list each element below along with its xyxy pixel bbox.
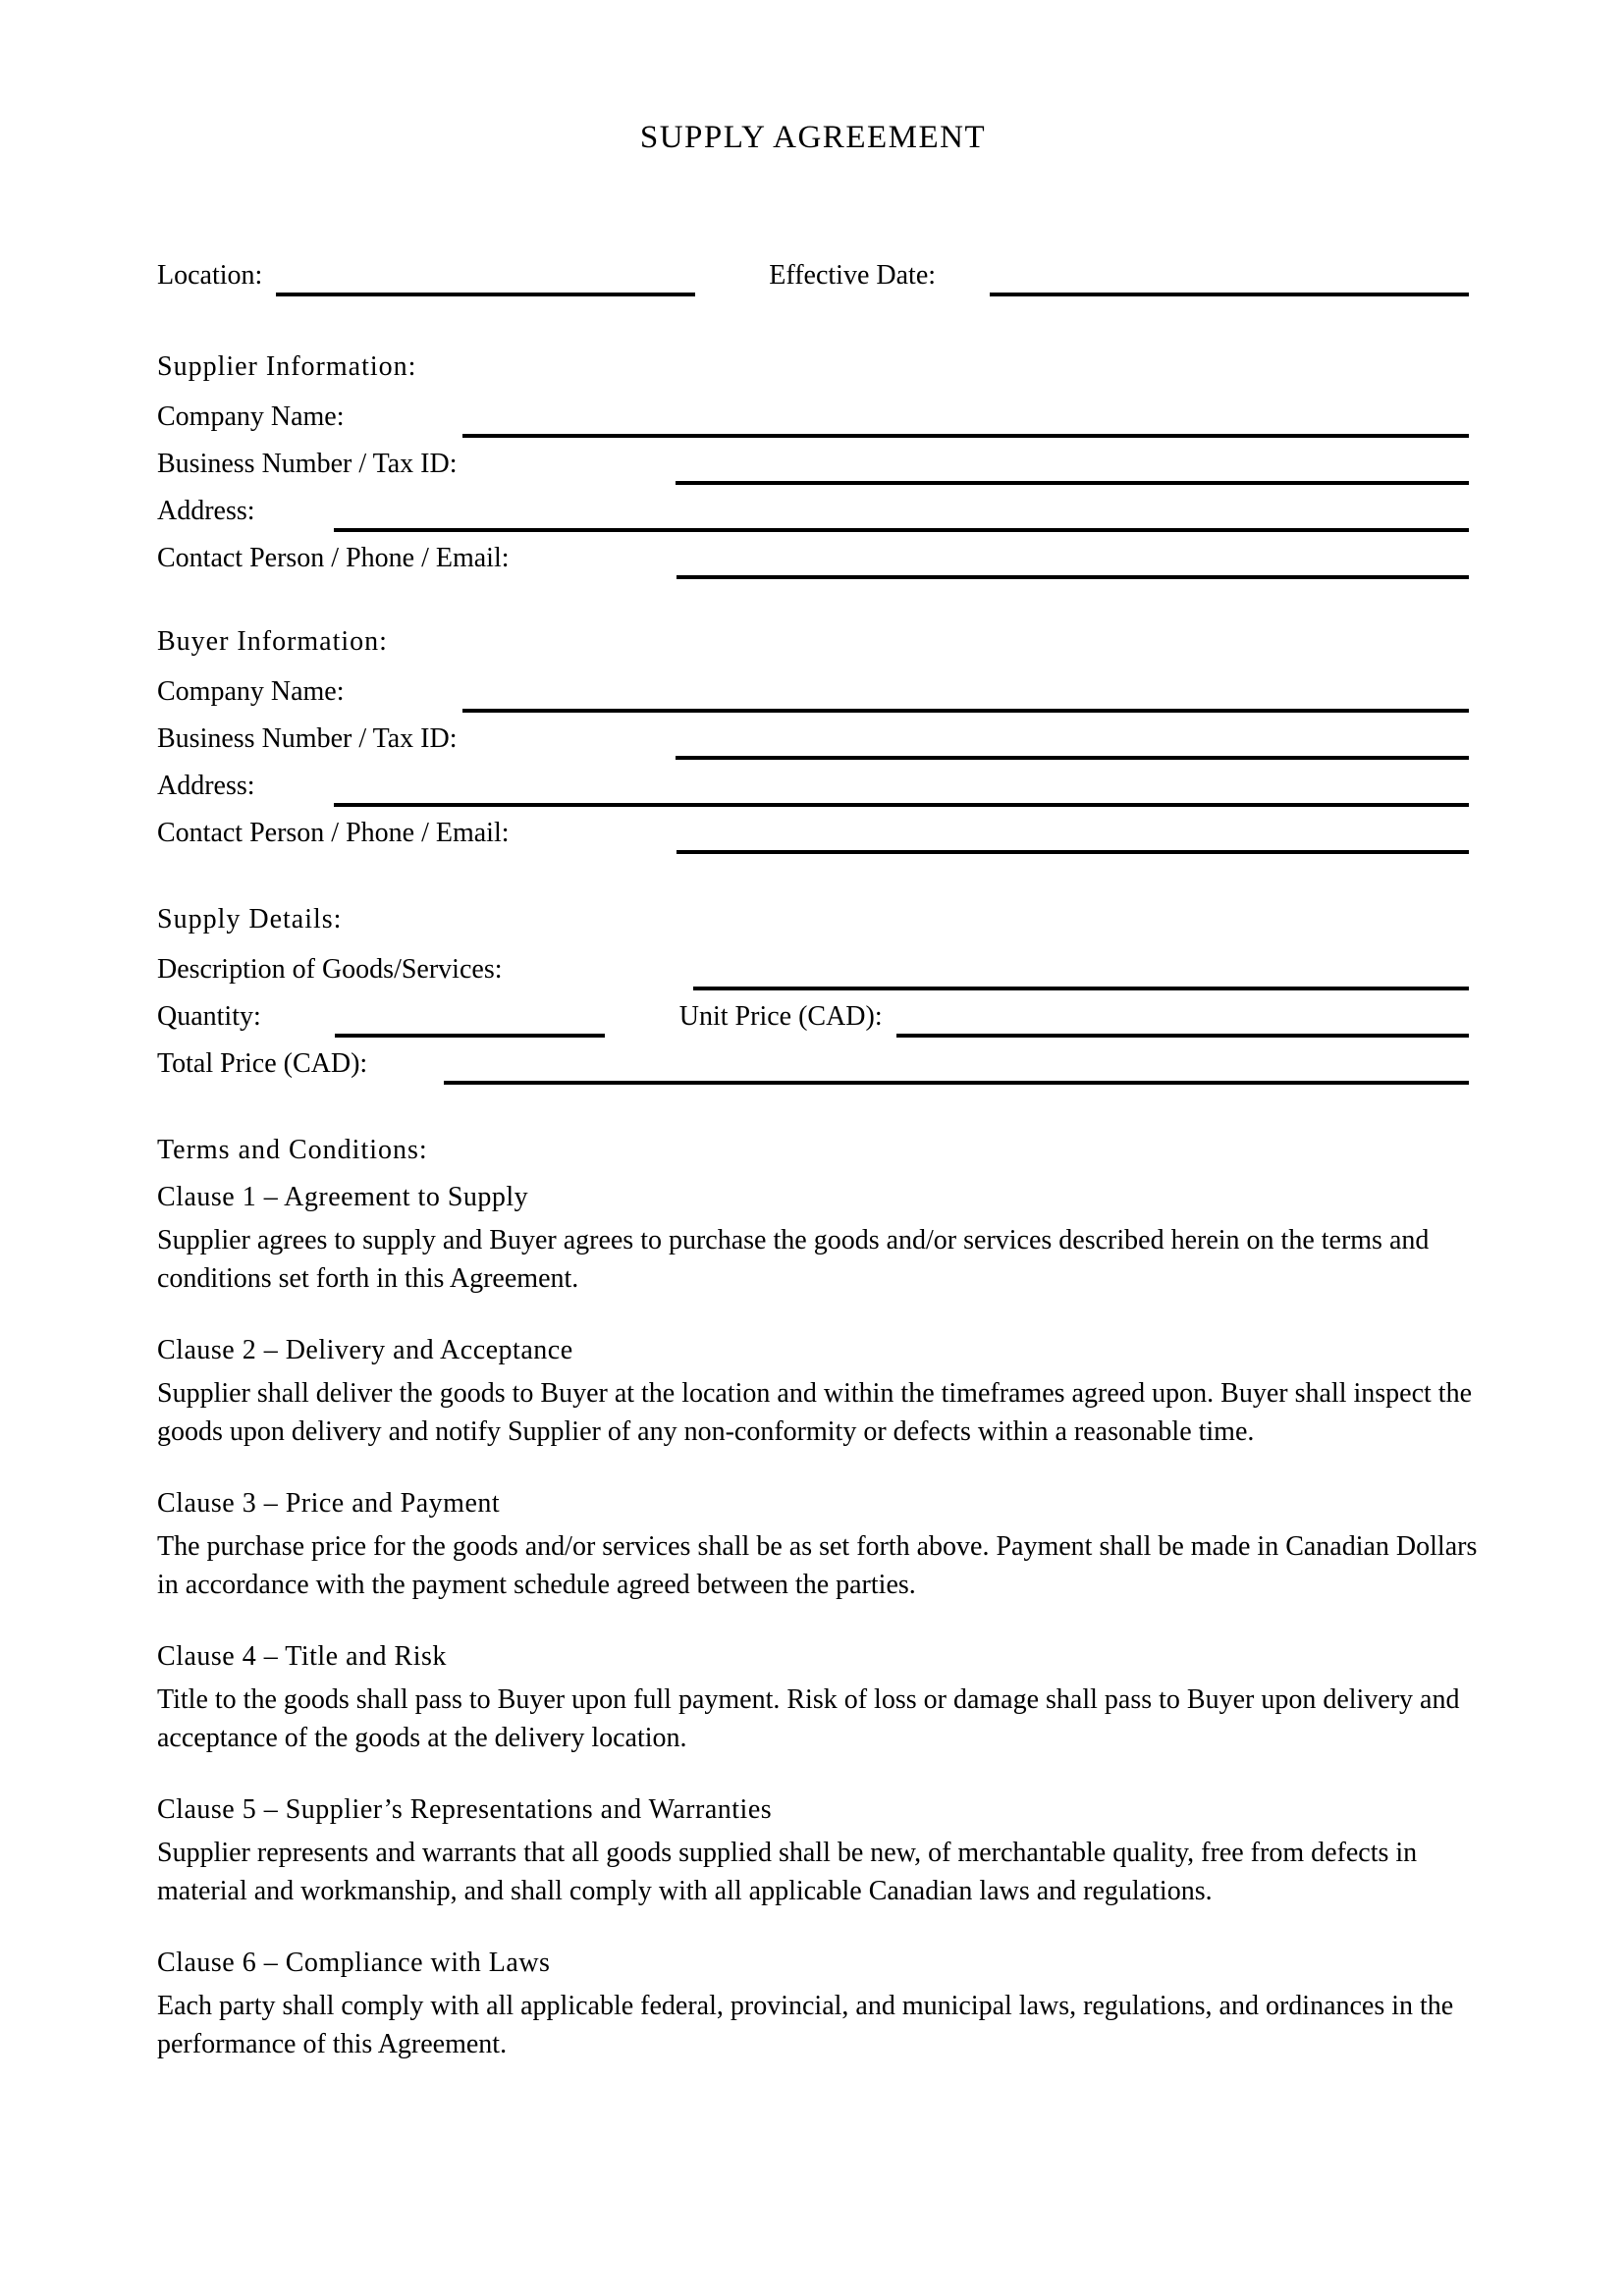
quantity-unit-price-row — [157, 990, 1469, 1038]
buyer-business-number-row — [157, 713, 1469, 760]
buyer-company-name-row — [157, 666, 1469, 713]
clause-1-body-line: Supplier agrees to supply and Buyer agrees to purchase the goods and/or services described herein on the terms and — [157, 1225, 1430, 1255]
clause-2-body-line: Supplier shall deliver the goods to Buyer at the location and within the timeframes agreed upon. Buyer shall inspect the — [157, 1378, 1472, 1409]
quantity-line — [335, 1034, 605, 1038]
clause-4-body-line: acceptance of the goods at the delivery location. — [157, 1723, 687, 1753]
buyer-information-section — [157, 618, 1469, 854]
clause-5-body-line: Supplier represents and warrants that all goods supplied shall be new, of merchantable quality, free from defects in — [157, 1838, 1418, 1868]
clause-4-body-line: Title to the goods shall pass to Buyer upon full payment. Risk of loss or damage shall pass to Buyer upon delivery and — [157, 1684, 1460, 1715]
clause-4 — [157, 1633, 1469, 1757]
terms-heading: Terms and Conditions: — [157, 1135, 428, 1165]
buyer-company-name-line — [462, 709, 1469, 713]
supplier-address-row — [157, 485, 1469, 532]
clause-3-body-line: in accordance with the payment schedule agreed between the parties. — [157, 1570, 916, 1600]
clause-3-heading: Clause 3 – Price and Payment — [157, 1488, 501, 1519]
clause-3-body-line: The purchase price for the goods and/or services shall be as set forth above. Payment shall be made in Canadian Dollars — [157, 1531, 1478, 1562]
clause-5 — [157, 1787, 1469, 1910]
supplier-contact-line — [677, 575, 1469, 579]
clause-1-heading: Clause 1 – Agreement to Supply — [157, 1182, 529, 1212]
supply-details-section — [157, 896, 1469, 1085]
supplier-information-section — [157, 344, 1469, 579]
clause-6-heading: Clause 6 – Compliance with Laws — [157, 1948, 551, 1978]
buyer-address-line — [334, 803, 1469, 807]
description-row — [157, 943, 1469, 990]
clause-1-body-line: conditions set forth in this Agreement. — [157, 1263, 579, 1294]
clause-2-heading: Clause 2 – Delivery and Acceptance — [157, 1335, 573, 1365]
supplier-address-line — [334, 528, 1469, 532]
location-effective-date-row — [157, 249, 1469, 296]
total-price-line — [444, 1081, 1469, 1085]
buyer-business-number-label: Business Number / Tax ID: — [157, 723, 458, 754]
buyer-contact-label: Contact Person / Phone / Email: — [157, 818, 510, 848]
supply-details-heading: Supply Details: — [157, 904, 343, 934]
buyer-contact-row — [157, 807, 1469, 854]
effective-date-label: Effective Date: — [769, 260, 937, 291]
supplier-section-heading: Supplier Information: — [157, 351, 417, 382]
supplier-address-label: Address: — [157, 496, 255, 526]
clause-6-body-line: Each party shall comply with all applicable federal, provincial, and municipal laws, regulations, and ordinances in the — [157, 1991, 1454, 2021]
total-price-label: Total Price (CAD): — [157, 1048, 368, 1079]
effective-date-field-line — [990, 293, 1469, 296]
clause-5-body-line: material and workmanship, and shall comply with all applicable Canadian laws and regulations. — [157, 1876, 1213, 1906]
supplier-contact-label: Contact Person / Phone / Email: — [157, 543, 510, 573]
supplier-business-number-row — [157, 438, 1469, 485]
buyer-contact-line — [677, 850, 1469, 854]
supplier-company-name-line — [462, 434, 1469, 438]
quantity-label: Quantity: — [157, 1001, 261, 1032]
buyer-address-row — [157, 760, 1469, 807]
supplier-business-number-label: Business Number / Tax ID: — [157, 449, 458, 479]
clause-4-heading: Clause 4 – Title and Risk — [157, 1641, 447, 1672]
supplier-company-name-label: Company Name: — [157, 401, 345, 432]
clause-1 — [157, 1174, 1469, 1298]
buyer-company-name-label: Company Name: — [157, 676, 345, 707]
description-label: Description of Goods/Services: — [157, 954, 503, 985]
buyer-address-label: Address: — [157, 771, 255, 801]
unit-price-label: Unit Price (CAD): — [678, 1001, 883, 1032]
location-label: Location: — [157, 260, 263, 291]
document-title: SUPPLY AGREEMENT — [639, 120, 987, 155]
clause-6 — [157, 1940, 1469, 2063]
buyer-business-number-line — [676, 756, 1470, 760]
unit-price-line — [896, 1034, 1469, 1038]
location-field-line — [276, 293, 695, 296]
clause-6-body-line: performance of this Agreement. — [157, 2029, 508, 2059]
supplier-business-number-line — [676, 481, 1470, 485]
supplier-company-name-row — [157, 391, 1469, 438]
description-line — [693, 987, 1470, 990]
total-price-row — [157, 1038, 1469, 1085]
clause-2 — [157, 1327, 1472, 1451]
terms-and-conditions-section — [157, 1127, 1478, 2063]
supplier-contact-row — [157, 532, 1469, 579]
clause-3 — [157, 1480, 1478, 1604]
buyer-section-heading: Buyer Information: — [157, 626, 388, 657]
clause-2-body-line: goods upon delivery and notify Supplier of any non-conformity or defects within a reasonable time. — [157, 1416, 1255, 1447]
clause-5-heading: Clause 5 – Supplier’s Representations and Warranties — [157, 1794, 773, 1825]
